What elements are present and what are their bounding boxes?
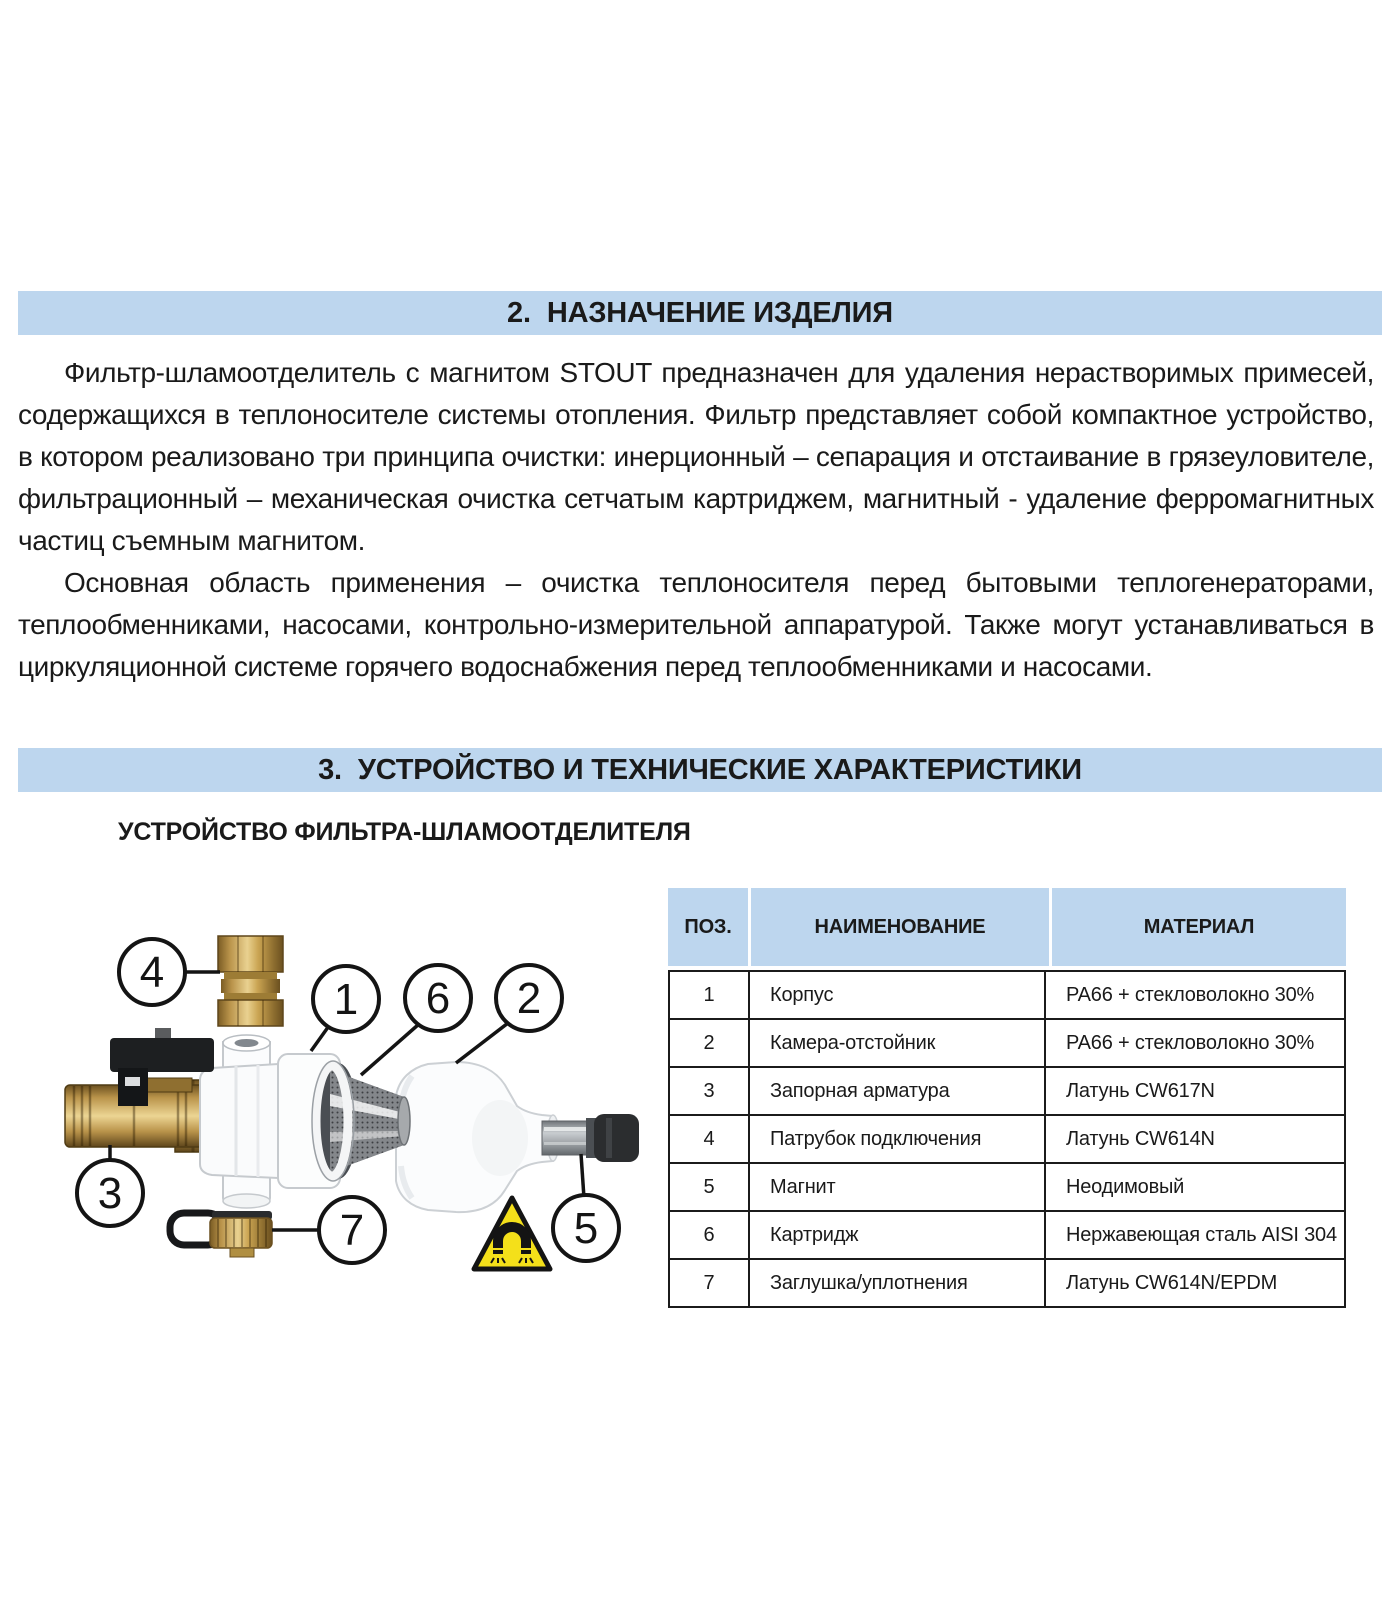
table-row <box>670 1258 1344 1306</box>
svg-text:6: 6 <box>425 974 451 1023</box>
table-cell: 5 <box>703 1175 715 1198</box>
table-cell: Заглушка/уплотнения <box>748 1260 1046 1306</box>
union-nut-illustration <box>218 936 283 1026</box>
column-header-name: НАИМЕНОВАНИЕ <box>751 888 1049 966</box>
svg-text:2: 2 <box>516 974 542 1023</box>
table-row <box>670 1114 1344 1162</box>
table-cell: Корпус <box>748 972 1046 1018</box>
table-row <box>670 1018 1344 1066</box>
svg-text:3: 3 <box>97 1169 123 1218</box>
table-cell: Латунь CW617N <box>1066 1079 1215 1102</box>
table-cell: Латунь CW614N/EPDM <box>1066 1271 1278 1294</box>
table-cell: 2 <box>703 1031 715 1054</box>
table-cell: 7 <box>703 1271 715 1294</box>
section-number: 3. <box>318 753 342 786</box>
parts-table <box>668 888 1346 1308</box>
callout-4 <box>119 939 185 1005</box>
table-cell: Картридж <box>748 1212 1046 1258</box>
design-subheading: УСТРОЙСТВО ФИЛЬТРА-ШЛАМООТДЕЛИТЕЛЯ <box>118 818 691 846</box>
table-row <box>670 1210 1344 1258</box>
section-number: 2. <box>507 296 531 329</box>
callout-6 <box>405 965 471 1031</box>
table-cell: 1 <box>703 983 715 1006</box>
table-cell: Патрубок подключения <box>748 1116 1046 1162</box>
paragraph: Фильтр-шламоотделитель с магнитом STOUT предназначен для удаления нерастворимых примесей, содержащихся в теплоносителе системы отопления. Фильтр представляет собой компактное устройство, в котором реализовано три принципа очистки: инерционный – сепарация и отстаивание в грязеуловителе, фильтрационный – механическая очистка сетчатым картриджем, магнитный - удаление ферромагнитных частиц съемным магнитом. <box>18 357 1374 556</box>
table-cell: Нержавеющая сталь AISI 304 <box>1066 1223 1337 1246</box>
callout-5 <box>553 1195 619 1261</box>
table-cell: Неодимовый <box>1066 1175 1185 1198</box>
table-cell: 6 <box>703 1223 715 1246</box>
table-cell: Латунь CW614N <box>1066 1127 1215 1150</box>
svg-text:1: 1 <box>333 975 359 1024</box>
magnet-warning-icon <box>474 1198 550 1269</box>
paragraph: Основная область применения – очистка теплоносителя перед бытовыми теплогенераторами, теплообменниками, насосами, контрольно-измерительной аппаратурой. Также могут устанавливаться в циркуляционной системе горячего водоснабжения перед теплообменниками и насосами. <box>18 567 1374 682</box>
chamber-illustration <box>396 1062 559 1212</box>
column-header-material: МАТЕРИАЛ <box>1052 888 1346 966</box>
table-cell: PA66 + стекловолокно 30% <box>1066 983 1315 1006</box>
table-row <box>670 1066 1344 1114</box>
section-heading-design <box>18 748 1382 792</box>
section-title: УСТРОЙСТВО И ТЕХНИЧЕСКИЕ ХАРАКТЕРИСТИКИ <box>357 753 1082 786</box>
section-heading-purpose <box>18 291 1382 335</box>
table-cell: PA66 + стекловолокно 30% <box>1066 1031 1315 1054</box>
table-cell: Камера-отстойник <box>748 1020 1046 1066</box>
section-title: НАЗНАЧЕНИЕ ИЗДЕЛИЯ <box>546 296 893 329</box>
callout-1 <box>313 966 379 1032</box>
table-row <box>670 1162 1344 1210</box>
parts-table-header <box>668 888 1346 966</box>
parts-table-body <box>668 970 1346 1308</box>
callout-3 <box>77 1160 143 1226</box>
callout-2 <box>496 965 562 1031</box>
table-cell: Магнит <box>748 1164 1046 1210</box>
column-header-pos: ПОЗ. <box>668 888 748 966</box>
table-row <box>670 972 1344 1018</box>
magnet-illustration <box>542 1114 639 1162</box>
purpose-text-block <box>18 352 1374 688</box>
svg-text:5: 5 <box>573 1204 599 1253</box>
table-cell: Запорная арматура <box>748 1068 1046 1114</box>
svg-text:7: 7 <box>339 1206 365 1255</box>
drain-plug-illustration <box>170 1211 272 1257</box>
callout-7 <box>319 1197 385 1263</box>
table-cell: 4 <box>703 1127 715 1150</box>
filter-exploded-diagram <box>30 880 670 1300</box>
svg-text:4: 4 <box>139 948 165 997</box>
table-cell: 3 <box>703 1079 715 1102</box>
